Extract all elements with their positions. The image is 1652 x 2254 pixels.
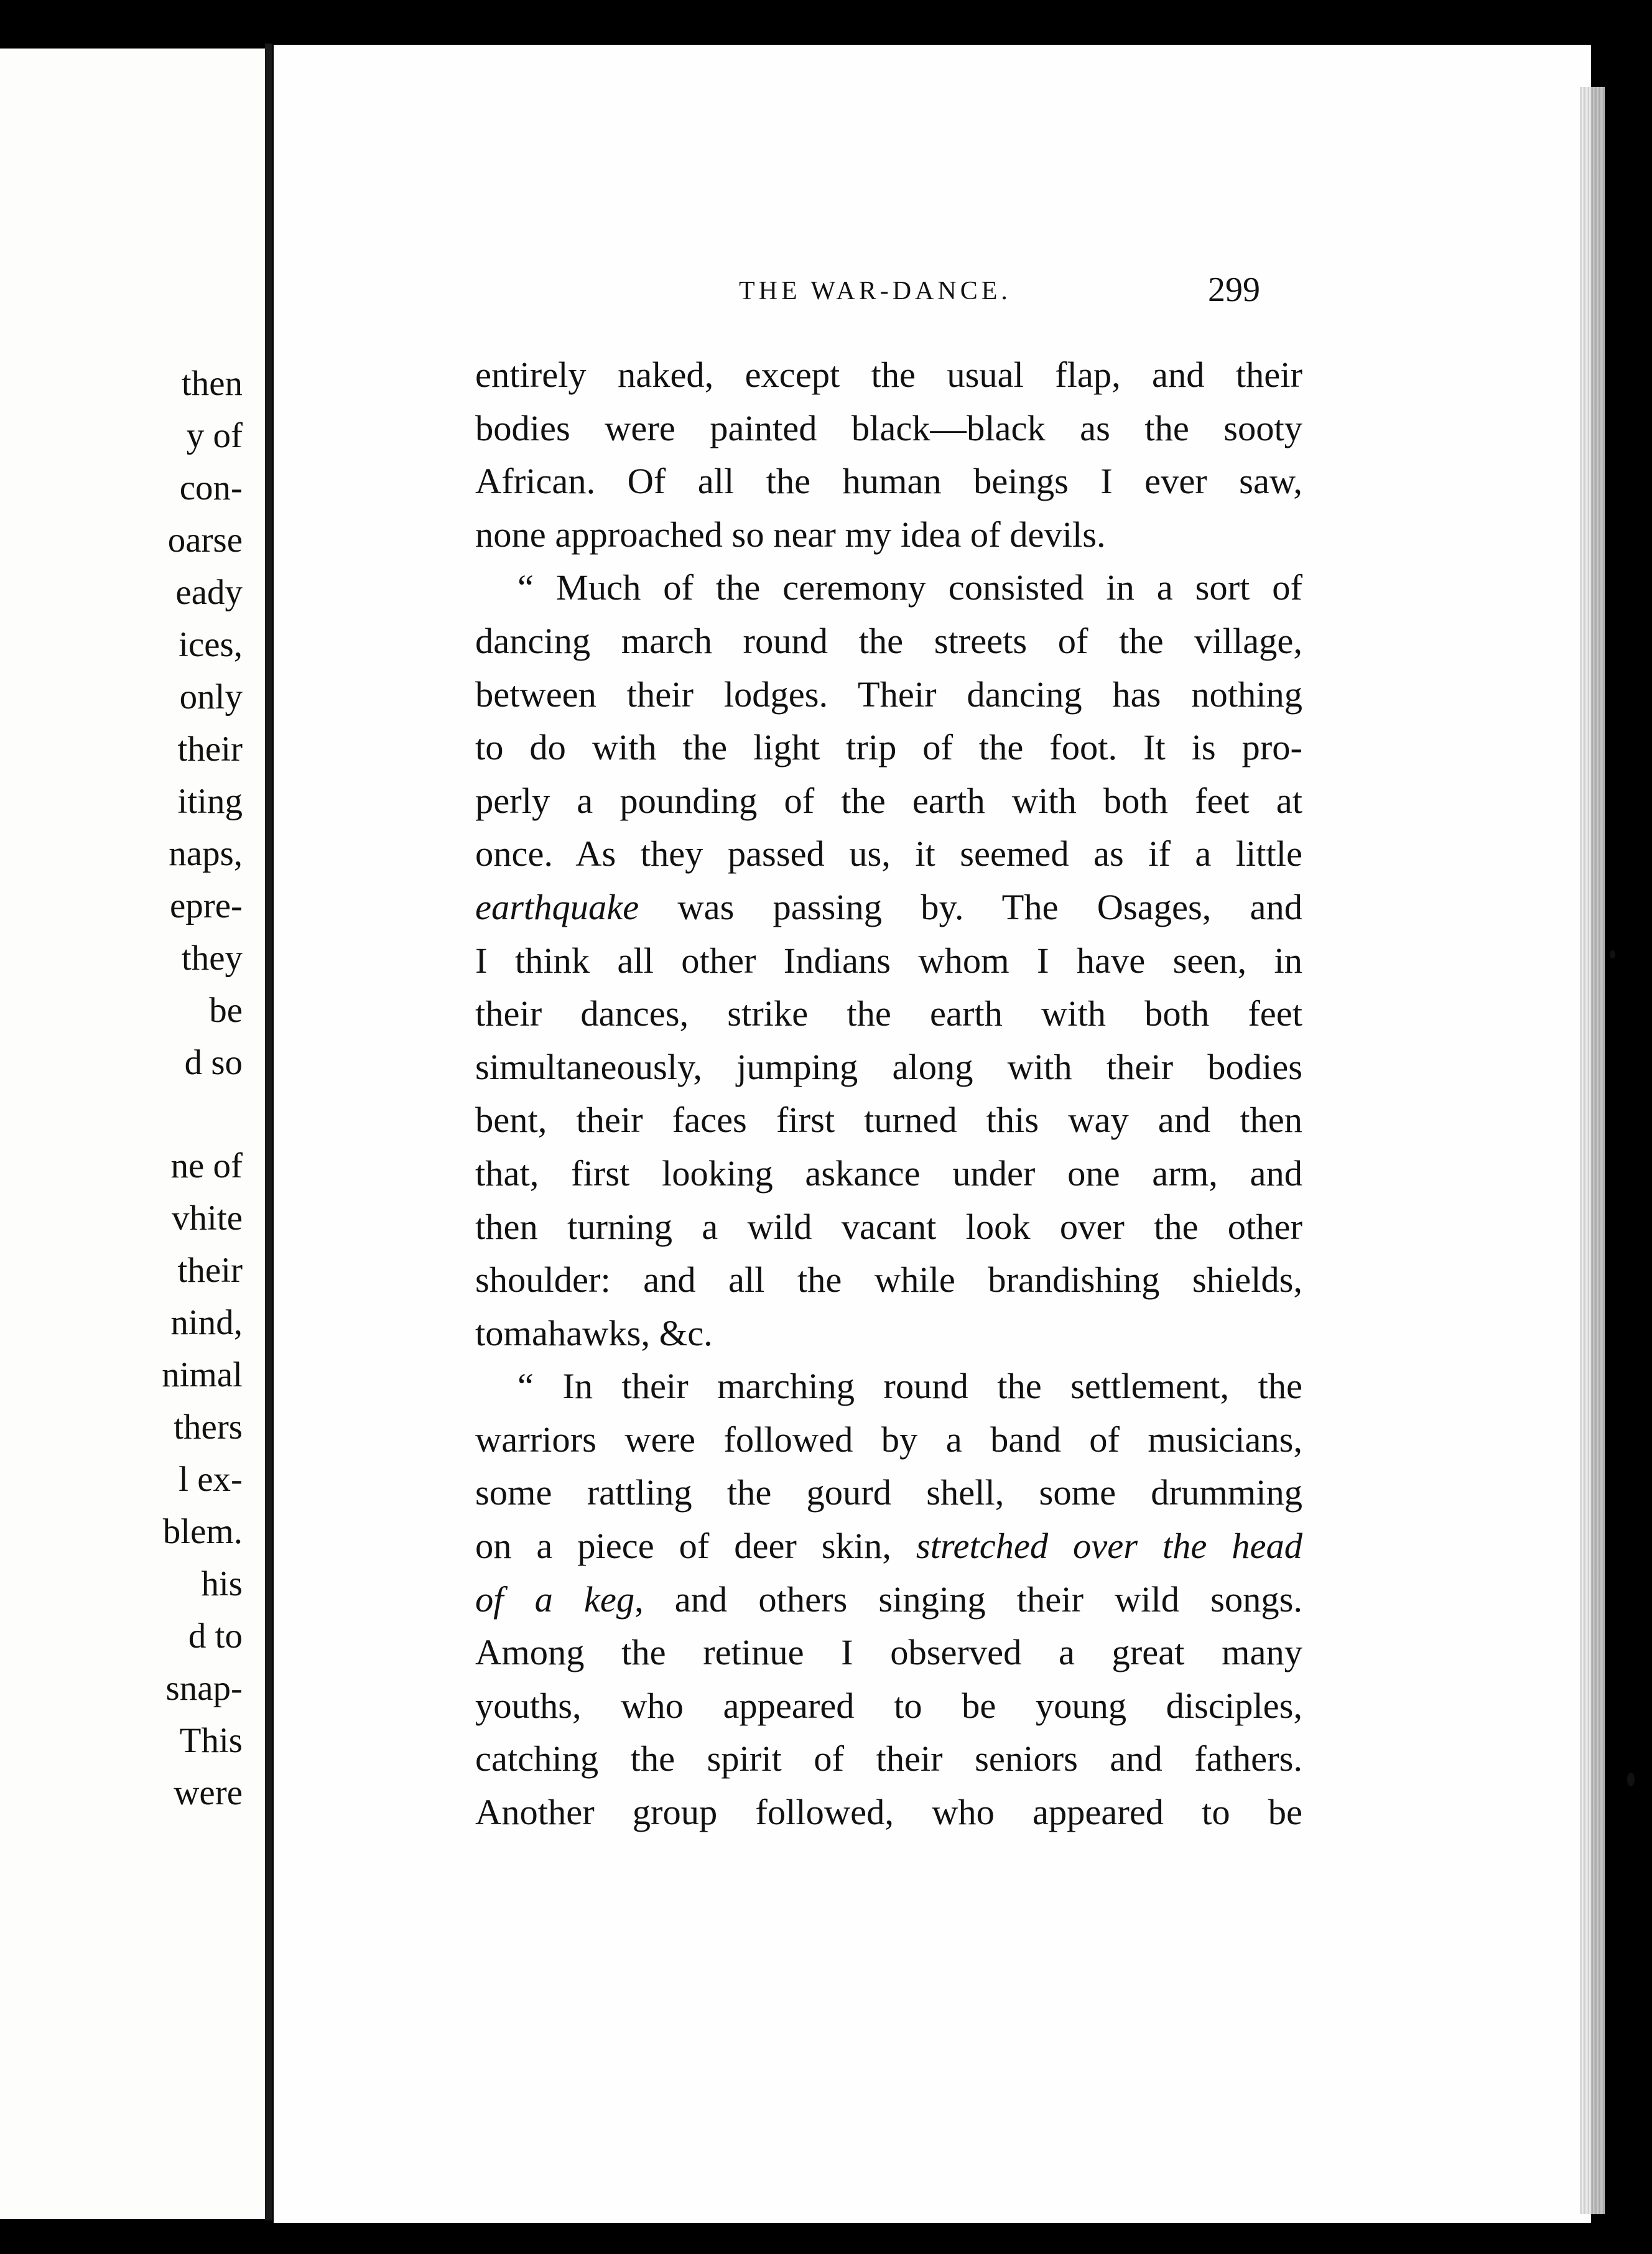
- text-line: then turning a wild vacant look over the other: [475, 1206, 1302, 1247]
- left-page-line: oarse: [167, 521, 243, 560]
- text-line: once. As they passed us, it seemed as if a little: [475, 833, 1302, 874]
- text-line: “ Much of the ceremony consisted in a sort of: [517, 567, 1302, 608]
- left-page-line: d so: [184, 1043, 243, 1082]
- text-line: “ In their marching round the settlement, the: [517, 1366, 1302, 1407]
- left-page-line: thers: [174, 1408, 243, 1447]
- left-page: [0, 49, 267, 2219]
- left-page-line: only: [179, 677, 243, 717]
- left-page-line: iting: [177, 782, 243, 821]
- left-page-line: con-: [179, 468, 243, 508]
- text-line: some rattling the gourd shell, some drumming: [475, 1472, 1302, 1513]
- text-line: to do with the light trip of the foot. It is pro-: [475, 727, 1302, 768]
- text-line: that, first looking askance under one arm, and: [475, 1153, 1302, 1194]
- book-gutter: [265, 44, 272, 2220]
- running-head: THE WAR-DANCE.: [739, 277, 1011, 305]
- text-line: warriors were followed by a band of musicians,: [475, 1419, 1302, 1460]
- text-line: their dances, strike the earth with both feet: [475, 993, 1302, 1034]
- text-line: tomahawks, &c.: [475, 1312, 713, 1353]
- text-line: African. Of all the human beings I ever saw,: [475, 461, 1302, 502]
- text-line: on a piece of deer skin, stretched over the head: [475, 1526, 1302, 1567]
- text-line: Among the retinue I observed a great many: [475, 1632, 1302, 1673]
- left-page-line: vhite: [172, 1199, 243, 1238]
- text-line: none approached so near my idea of devils.: [475, 514, 1106, 555]
- text-line: of a keg, and others singing their wild songs.: [475, 1579, 1302, 1620]
- text-line: shoulder: and all the while brandishing shields,: [475, 1259, 1302, 1301]
- text-line: earthquake was passing by. The Osages, and: [475, 886, 1302, 927]
- left-page-line: blem.: [162, 1512, 243, 1551]
- scan-speck: [1627, 1773, 1635, 1786]
- text-line: dancing march round the streets of the village,: [475, 620, 1302, 661]
- text-line: between their lodges. Their dancing has nothing: [475, 674, 1302, 715]
- text-line: bodies were painted black—black as the sooty: [475, 407, 1302, 448]
- text-line: simultaneously, jumping along with their bodies: [475, 1046, 1302, 1087]
- left-page-line: l ex-: [179, 1460, 243, 1499]
- left-page-line: his: [201, 1564, 243, 1603]
- left-page-line: nimal: [162, 1355, 243, 1394]
- body-text: [475, 348, 1302, 1839]
- left-page-line: their: [177, 1251, 243, 1290]
- left-page-line: be: [209, 991, 243, 1030]
- text-line: I think all other Indians whom I have seen, in: [475, 940, 1302, 981]
- left-page-line: This: [179, 1721, 243, 1760]
- left-page-line: snap-: [165, 1669, 243, 1708]
- text-line: entirely naked, except the usual flap, and their: [475, 355, 1302, 395]
- left-page-line: ne of: [170, 1146, 243, 1185]
- left-page-line: they: [181, 939, 243, 978]
- left-page-line: nind,: [170, 1303, 243, 1342]
- text-line: bent, their faces first turned this way and then: [475, 1100, 1302, 1141]
- text-line: youths, who appeared to be young disciples,: [475, 1685, 1302, 1726]
- left-page-line: naps,: [169, 834, 243, 873]
- left-page-line: d to: [188, 1616, 243, 1656]
- left-page-line: their: [177, 730, 243, 769]
- left-page-line: ices,: [179, 625, 243, 664]
- text-line: Another group followed, who appeared to be: [475, 1792, 1302, 1833]
- text-line: perly a pounding of the earth with both feet at: [475, 780, 1302, 821]
- scan-speck: [1610, 950, 1615, 958]
- page-number: 299: [1208, 271, 1260, 309]
- left-page-line: eady: [175, 573, 243, 612]
- left-page-line: then: [181, 364, 243, 403]
- left-page-line: epre-: [169, 886, 243, 925]
- text-line: catching the spirit of their seniors and fathers.: [475, 1738, 1302, 1779]
- left-page-line: were: [174, 1773, 243, 1812]
- left-page-line: y of: [186, 416, 243, 455]
- page-edge: [1580, 87, 1605, 2214]
